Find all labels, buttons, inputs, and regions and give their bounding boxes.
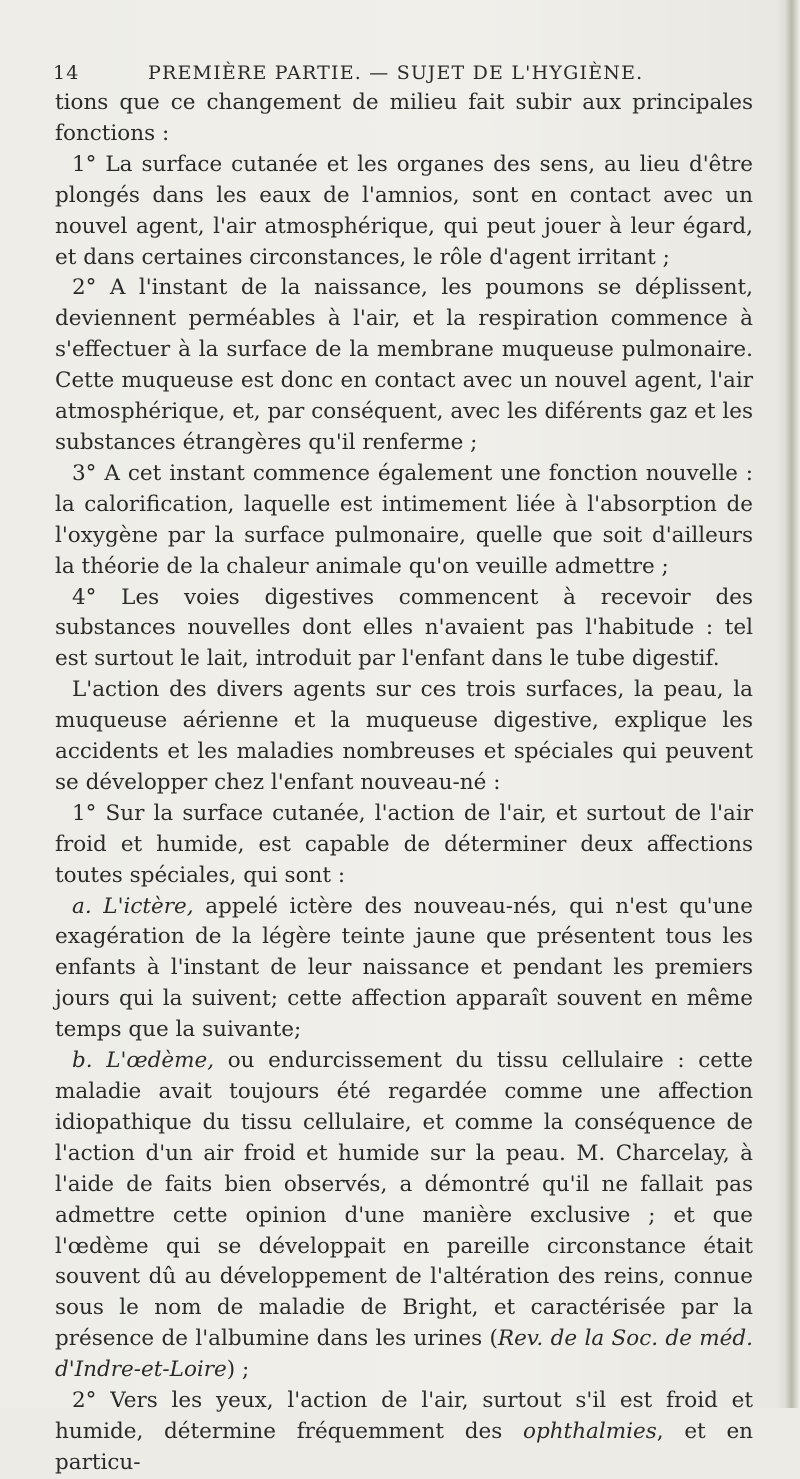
page-number: 14: [53, 62, 80, 84]
oedema-term: b. L'œdème,: [72, 1048, 215, 1074]
icterus-term: a. L'ictère,: [72, 893, 194, 919]
page-edge-shadow: [786, 0, 800, 1408]
body-text: [55, 88, 753, 1479]
icterus-text: appelé ictère des nouveau-nés, qui n'est qu'une exagération de la légère teinte jaune que présentent tous les enfants à l'instant de leur naissance et pendant les premiers jours qui la suivent; cette affection apparaît souvent en même temps que la suivante;: [55, 893, 754, 1043]
paragraph-point-1: 1° La surface cutanée et les organes des sens, au lieu d'être plongés dans les eaux de l'amnios, sont en contact avec un nouvel agent, l'air atmosphérique, qui peut jouer à leur égard, et dans certaines circonstances, le rôle d'agent irritant ;: [55, 151, 753, 270]
eyes-term: ophthalmies: [523, 1418, 657, 1444]
oedema-text: ou endurcissement du tissu cellulaire : cette maladie avait toujours été regardée comme une affection idiopathique du tissu cellulaire, et comme la conséquence de l'action d'un air froid et humide sur la peau. M. Charcelay, à l'aide de faits bien observés, a démontré qu'il ne fallait pas admettre cette opinion d'une manière exclusive ; et que l'œdème qui se développait en pareille circonstance était souvent dû au développement de l'altération des reins, connue sous le nom de maladie de Bright, et caractérisée par la présence de l'albumine dans les urines (: [55, 1048, 754, 1352]
paragraph-action: L'action des divers agents sur ces trois surfaces, la peau, la muqueuse aérienne et la muqueuse digestive, explique les accidents et les maladies nombreuses et spéciales qui peuvent se développer chez l'enfant nouveau-né :: [55, 677, 753, 795]
page-header: [53, 60, 753, 90]
oedema-citation: Rev. de la Soc. de méd. d'Indre-et-Loire: [55, 1326, 754, 1383]
paragraph-intro: tions que ce changement de milieu fait subir aux principales fonctions :: [55, 90, 753, 146]
paragraph-point-2: 2° A l'instant de la naissance, les poumons se déplissent, deviennent perméables à l'air, et la respiration commence à s'effectuer à la surface de la membrane muqueuse pulmonaire. Cette muqueuse est donc en contact avec un nouvel agent, l'air atmosphérique, et, par conséquent, avec les diférents gaz et les substances étrangères qu'il renferme ;: [55, 275, 753, 455]
eyes-tail: , et en particu-: [55, 1418, 754, 1475]
eyes-text: 2° Vers les yeux, l'action de l'air, surtout s'il est froid et humide, détermine fréquemment des: [55, 1388, 753, 1444]
paragraph-point-4: 4° Les voies digestives commencent à recevoir des substances nouvelles dont elles n'avaient pas l'habitude : tel est surtout le lait, introduit par l'enfant dans le tube digestif.: [55, 584, 753, 672]
paragraph-icterus: [55, 892, 753, 1047]
paragraph-point-3: 3° A cet instant commence également une fonction nouvelle : la calorification, laquelle est intimement liée à l'absorption de l'oxygène par la surface pulmonaire, quelle que soit d'ailleurs la théorie de la chaleur animale qu'on veuille admettre ;: [55, 460, 753, 579]
paragraph-cutaneous: 1° Sur la surface cutanée, l'action de l'air, et surtout de l'air froid et humide, est capable de déterminer deux affections toutes spéciales, qui sont :: [55, 800, 753, 888]
oedema-tail: ) ;: [226, 1357, 250, 1383]
running-head: PREMIÈRE PARTIE. — SUJET DE L'HYGIÈNE.: [148, 62, 644, 84]
paragraph-oedema: [55, 1046, 753, 1386]
paragraph-eyes: [55, 1386, 753, 1479]
